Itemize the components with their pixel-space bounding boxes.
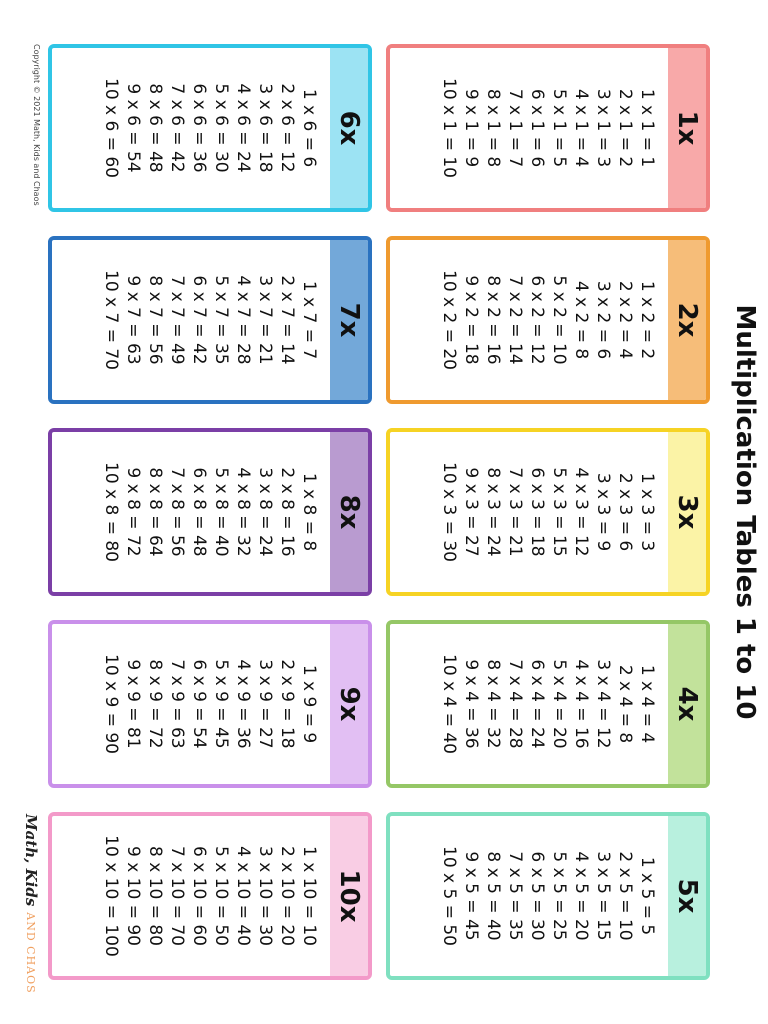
fact-line: 7 x 7 = 49 [167,275,187,365]
table-card-4x [386,620,710,788]
fact-line: 2 x 9 = 18 [277,659,297,749]
card-header: 10x [330,816,368,976]
fact-line: 7 x 6 = 42 [167,83,187,173]
fact-line: 3 x 10 = 30 [255,846,275,946]
card-header: 3x [668,432,706,592]
fact-line: 2 x 2 = 4 [615,280,635,360]
fact-line: 5 x 8 = 40 [211,467,231,557]
card-header: 9x [330,624,368,784]
card-lines [438,432,668,592]
fact-line: 9 x 8 = 72 [123,467,143,557]
fact-line: 6 x 5 = 30 [527,851,547,941]
fact-line: 4 x 5 = 20 [571,851,591,941]
fact-line: 5 x 2 = 10 [549,275,569,365]
fact-line: 1 x 7 = 7 [299,280,319,360]
table-card-3x [386,428,710,596]
card-header: 8x [330,432,368,592]
fact-line: 2 x 5 = 10 [615,851,635,941]
fact-line: 2 x 4 = 8 [615,664,635,744]
fact-line: 5 x 7 = 35 [211,275,231,365]
fact-line: 6 x 8 = 48 [189,467,209,557]
fact-line: 8 x 8 = 64 [145,467,165,557]
fact-line: 2 x 7 = 14 [277,275,297,365]
fact-line: 6 x 7 = 42 [189,275,209,365]
fact-line: 7 x 4 = 28 [505,659,525,749]
fact-line: 9 x 1 = 9 [461,88,481,168]
fact-line: 3 x 1 = 3 [593,88,613,168]
card-header: 4x [668,624,706,784]
fact-line: 5 x 10 = 50 [211,846,231,946]
fact-line: 5 x 4 = 20 [549,659,569,749]
card-header: 2x [668,240,706,400]
card-lines [100,624,330,784]
brand-logo [16,814,46,1014]
fact-line: 9 x 5 = 45 [461,851,481,941]
fact-line: 10 x 6 = 60 [101,78,121,178]
card-lines [100,240,330,400]
fact-line: 3 x 9 = 27 [255,659,275,749]
fact-line: 3 x 7 = 21 [255,275,275,365]
fact-line: 2 x 8 = 16 [277,467,297,557]
card-lines [100,432,330,592]
card-lines [438,816,668,976]
card-header: 5x [668,816,706,976]
table-card-9x [48,620,372,788]
fact-line: 7 x 3 = 21 [505,467,525,557]
fact-line: 2 x 10 = 20 [277,846,297,946]
fact-line: 1 x 10 = 10 [299,846,319,946]
fact-line: 8 x 10 = 80 [145,846,165,946]
fact-line: 1 x 3 = 3 [637,472,657,552]
fact-line: 10 x 9 = 90 [101,654,121,754]
fact-line: 9 x 4 = 36 [461,659,481,749]
card-lines [438,48,668,208]
fact-line: 3 x 4 = 12 [593,659,613,749]
fact-line: 4 x 8 = 32 [233,467,253,557]
fact-line: 3 x 2 = 6 [593,280,613,360]
fact-line: 1 x 1 = 1 [637,88,657,168]
fact-line: 1 x 2 = 2 [637,280,657,360]
fact-line: 10 x 8 = 80 [101,462,121,562]
fact-line: 2 x 1 = 2 [615,88,635,168]
table-card-8x [48,428,372,596]
fact-line: 8 x 4 = 32 [483,659,503,749]
card-lines [100,48,330,208]
fact-line: 7 x 9 = 63 [167,659,187,749]
fact-line: 6 x 9 = 54 [189,659,209,749]
fact-line: 2 x 6 = 12 [277,83,297,173]
fact-line: 4 x 2 = 8 [571,280,591,360]
fact-line: 1 x 4 = 4 [637,664,657,744]
fact-line: 1 x 9 = 9 [299,664,319,744]
fact-line: 9 x 7 = 63 [123,275,143,365]
fact-line: 8 x 2 = 16 [483,275,503,365]
fact-line: 7 x 5 = 35 [505,851,525,941]
fact-line: 4 x 3 = 12 [571,467,591,557]
fact-line: 10 x 3 = 30 [439,462,459,562]
fact-line: 7 x 1 = 7 [505,88,525,168]
fact-line: 9 x 2 = 18 [461,275,481,365]
fact-line: 7 x 2 = 14 [505,275,525,365]
fact-line: 3 x 3 = 9 [593,472,613,552]
fact-line: 5 x 9 = 45 [211,659,231,749]
copyright-notice: Copyright © 2021 Math, Kids and Chaos [32,44,41,206]
fact-line: 10 x 1 = 10 [439,78,459,178]
fact-line: 9 x 3 = 27 [461,467,481,557]
fact-line: 5 x 3 = 15 [549,467,569,557]
fact-line: 4 x 6 = 24 [233,83,253,173]
table-card-10x [48,812,372,980]
table-card-5x [386,812,710,980]
fact-line: 6 x 3 = 18 [527,467,547,557]
fact-line: 5 x 5 = 25 [549,851,569,941]
fact-line: 1 x 6 = 6 [299,88,319,168]
fact-line: 8 x 3 = 24 [483,467,503,557]
card-header: 1x [668,48,706,208]
fact-line: 4 x 9 = 36 [233,659,253,749]
table-card-6x [48,44,372,212]
card-header: 6x [330,48,368,208]
fact-line: 6 x 1 = 6 [527,88,547,168]
card-lines [438,240,668,400]
fact-line: 6 x 10 = 60 [189,846,209,946]
fact-line: 7 x 10 = 70 [167,846,187,946]
table-card-7x [48,236,372,404]
brand-name: Math, Kids [22,814,40,907]
fact-line: 6 x 4 = 24 [527,659,547,749]
fact-line: 10 x 4 = 40 [439,654,459,754]
fact-line: 1 x 8 = 8 [299,472,319,552]
fact-line: 4 x 4 = 16 [571,659,591,749]
brand-tagline: AND CHAOS [24,912,38,994]
fact-line: 7 x 8 = 56 [167,467,187,557]
fact-line: 5 x 1 = 5 [549,88,569,168]
fact-line: 6 x 6 = 36 [189,83,209,173]
fact-line: 3 x 8 = 24 [255,467,275,557]
fact-line: 10 x 5 = 50 [439,846,459,946]
fact-line: 8 x 6 = 48 [145,83,165,173]
page-title: Multiplication Tables 1 to 10 [730,304,760,720]
fact-line: 8 x 7 = 56 [145,275,165,365]
fact-line: 4 x 1 = 4 [571,88,591,168]
fact-line: 10 x 7 = 70 [101,270,121,370]
fact-line: 10 x 10 = 100 [101,835,121,957]
table-card-2x [386,236,710,404]
fact-line: 6 x 2 = 12 [527,275,547,365]
fact-line: 8 x 1 = 8 [483,88,503,168]
fact-line: 8 x 9 = 72 [145,659,165,749]
fact-line: 9 x 10 = 90 [123,846,143,946]
fact-line: 9 x 6 = 54 [123,83,143,173]
fact-line: 9 x 9 = 81 [123,659,143,749]
fact-line: 3 x 5 = 15 [593,851,613,941]
fact-line: 3 x 6 = 18 [255,83,275,173]
fact-line: 2 x 3 = 6 [615,472,635,552]
table-card-1x [386,44,710,212]
fact-line: 4 x 10 = 40 [233,846,253,946]
fact-line: 10 x 2 = 20 [439,270,459,370]
fact-line: 5 x 6 = 30 [211,83,231,173]
card-lines [100,816,330,976]
fact-line: 4 x 7 = 28 [233,275,253,365]
card-header: 7x [330,240,368,400]
fact-line: 8 x 5 = 40 [483,851,503,941]
card-lines [438,624,668,784]
fact-line: 1 x 5 = 5 [637,856,657,936]
